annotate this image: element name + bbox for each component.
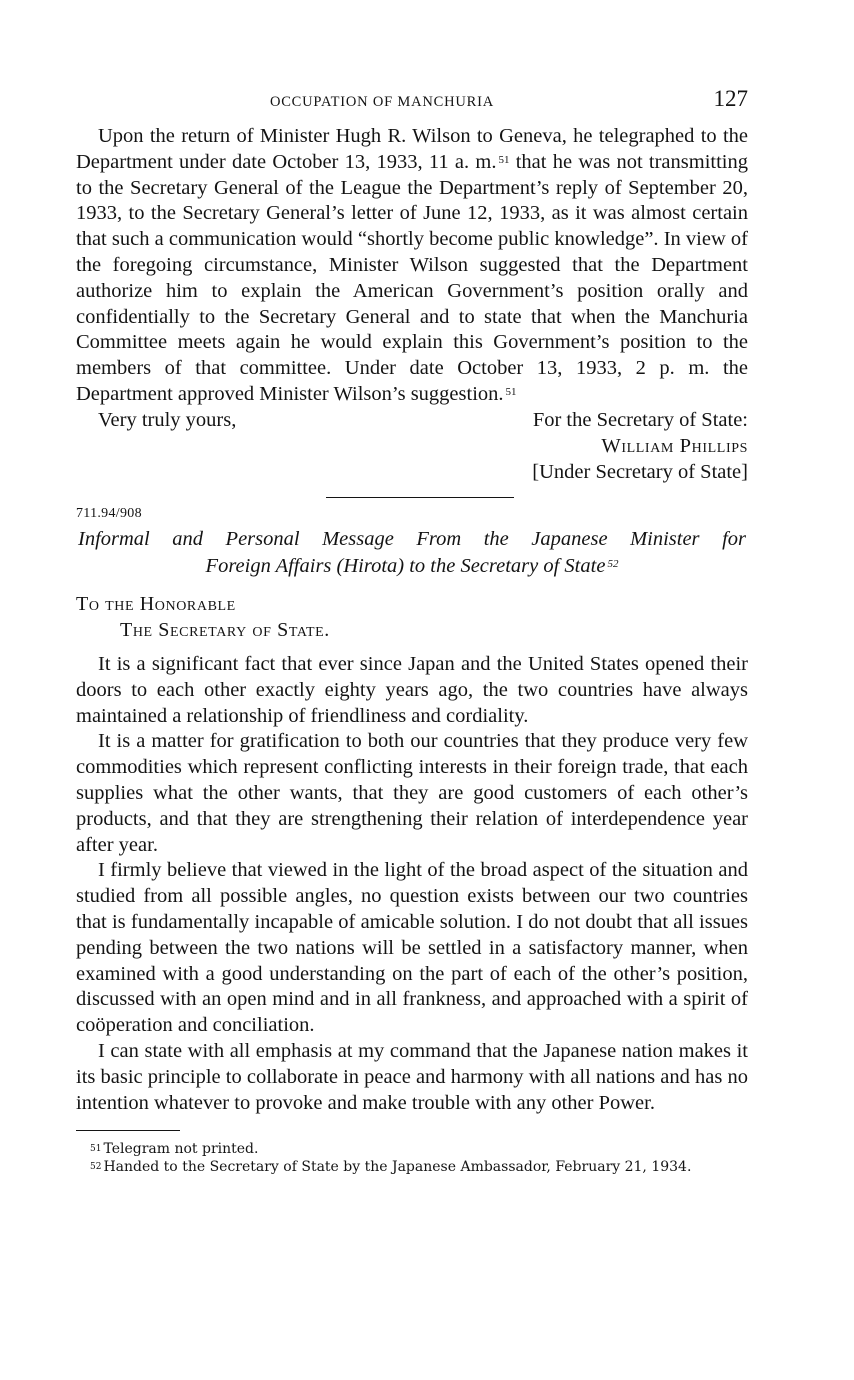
signer-name: William Phillips — [601, 434, 748, 457]
file-number: 711.94/908 — [76, 506, 142, 522]
footnote-rule — [76, 1130, 180, 1131]
body-paragraph: It is a matter for gratification to both our countries that they produce very few commodities which represent conflicting interests in their foreign trade, that each supplies what the other wants, that they are good customers of each other’s products, and that they are strengthening their relation of interdependence year after year. — [76, 730, 748, 856]
address-line-2: The Secretary of State. — [120, 619, 330, 642]
closing-salutation: Very truly yours, — [98, 408, 237, 431]
footnote-ref-51-second: 51 — [505, 385, 517, 398]
body-paragraph: I can state with all emphasis at my command that the Japanese nation makes it its basic principle to collaborate in peace and harmony with all nations and has no intention whatever to provoke and make trouble with any other Power. — [76, 1039, 748, 1114]
footnote-ref-51: 51 — [498, 153, 510, 166]
running-title: OCCUPATION OF MANCHURIA — [269, 94, 495, 110]
section-separator-rule — [326, 497, 514, 498]
footnote-text: Handed to the Secretary of State by the Japanese Ambassador, February 21, 1934. — [103, 1158, 692, 1175]
footnotes — [76, 1141, 748, 1176]
footnote-52 — [76, 1159, 748, 1177]
opening-text-part-1: Upon the return of Minister Hugh R. Wilson to Geneva, he telegraphed to the Department under date October 13, 1933, 11 a. m. — [76, 125, 748, 173]
address-line-1: To the Honorable — [76, 593, 236, 616]
opening-paragraph — [76, 124, 748, 408]
footnote-text: Telegram not printed. — [103, 1141, 259, 1158]
footnote-marker: 51 — [90, 1144, 102, 1155]
body-paragraph: It is a significant fact that ever since Japan and the United States opened their doors to each other exactly eighty years ago, the two countries have always maintained a relationship of friendliness and cordiality. — [76, 652, 748, 727]
footnote-marker: 52 — [90, 1161, 102, 1172]
document-title-line-2: Foreign Affairs (Hirota) to the Secretary of State — [205, 555, 606, 578]
footnote-51 — [76, 1141, 748, 1159]
page-number: 127 — [713, 86, 748, 111]
running-head — [76, 86, 748, 118]
closing-row — [76, 408, 748, 434]
footnote-ref-52: 52 — [607, 558, 619, 571]
signer-title: [Under Secretary of State] — [532, 460, 748, 483]
document-title-line-1: Informal and Personal Message From the Japanese Minister for — [78, 528, 746, 551]
document-title — [76, 526, 748, 580]
closing-for-line: For the Secretary of State: — [532, 408, 748, 431]
message-body — [76, 652, 748, 1116]
body-paragraph: I firmly believe that viewed in the light of the broad aspect of the situation and studied from all possible angles, no question exists between our two countries that is fundamentally incapable of amicable solution. I do not doubt that all issues pending between the two nations will be settled in a satisfactory manner, when examined with a good understanding on the part of each of the other’s position, discussed with an open mind and in all frankness, and approached with a spirit of coöperation and conciliation. — [76, 859, 748, 1037]
document-page — [76, 86, 748, 1176]
opening-text-part-2: that he was not transmitting to the Secretary General of the League the Department’s reply of September 20, 1933, to the Secretary General’s letter of June 12, 1933, as it was almost certain that such a communication would “shortly become public knowledge”. In view of the foregoing circumstance, Minister Wilson suggested that the Department authorize him to explain the American Government’s position orally and confidentially to the Secretary General and to state that when the Manchuria Committee meets again he would explain this Government’s position to the members of that committee. Under date October 13, 1933, 2 p. m. the Department approved Minister Wilson’s suggestion. — [76, 150, 748, 405]
